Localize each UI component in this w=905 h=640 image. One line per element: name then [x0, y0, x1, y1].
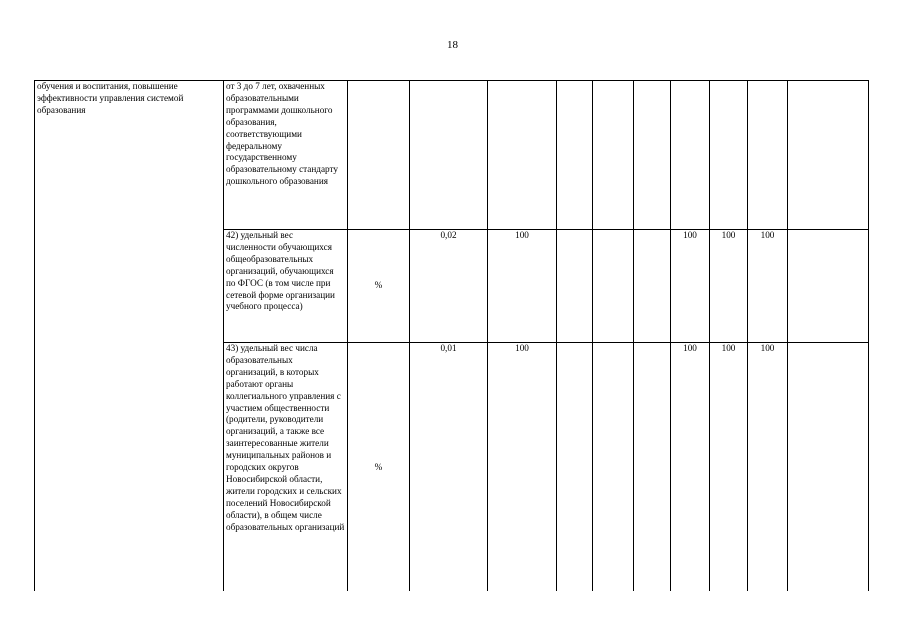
unit-cell: %: [348, 343, 410, 593]
unit-cell: [348, 81, 410, 230]
value-cell: 100: [748, 230, 788, 343]
note-cell: [788, 343, 869, 593]
value-cell: 100: [710, 230, 748, 343]
goal-cell: [35, 81, 224, 593]
base-value-cell: 100: [488, 230, 557, 343]
value-cell: [634, 230, 671, 343]
note-cell: [788, 230, 869, 343]
indicators-table: [34, 80, 869, 593]
value-cell: [710, 81, 748, 230]
weight-cell: [410, 81, 488, 230]
value-cell: [593, 343, 634, 593]
weight-cell: 0,02: [410, 230, 488, 343]
value-cell: [593, 230, 634, 343]
value-cell: [593, 81, 634, 230]
table-row: [35, 81, 869, 230]
base-value-cell: [488, 81, 557, 230]
weight-cell: 0,01: [410, 343, 488, 593]
page-continuation-mask: [0, 591, 905, 640]
value-cell: [634, 343, 671, 593]
value-cell: [557, 343, 593, 593]
value-cell: 100: [671, 343, 710, 593]
value-cell: [557, 81, 593, 230]
note-cell: [788, 81, 869, 230]
indicator-cell: 42) удельный вес численности обучающихся общеобразовательных организаций, обучающихся по ФГОС (в том числе при сетевой форме организации учебного процесса): [224, 230, 348, 343]
goal-text: обучения и воспитания, повышение эффективности управления системой образования: [37, 81, 184, 115]
value-cell: [634, 81, 671, 230]
value-cell: 100: [710, 343, 748, 593]
base-value-cell: 100: [488, 343, 557, 593]
unit-cell: %: [348, 230, 410, 343]
value-cell: [748, 81, 788, 230]
value-cell: [557, 230, 593, 343]
indicator-cell: от 3 до 7 лет, охваченных образовательными программами дошкольного образования, соответствующими федеральному государственному образовательному стандарту дошкольного образования: [224, 81, 348, 230]
value-cell: 100: [748, 343, 788, 593]
value-cell: 100: [671, 230, 710, 343]
indicator-cell: 43) удельный вес числа образовательных организаций, в которых работают органы коллегиального управления с участием общественности (родители, руководители организаций, а также все заинтересованные жители муниципальных районов и городских округов Новосибирской области, жители городских и сельских поселений Новосибирской области), в общем числе образовательных организаций: [224, 343, 348, 593]
page-number: 18: [447, 39, 458, 51]
value-cell: [671, 81, 710, 230]
